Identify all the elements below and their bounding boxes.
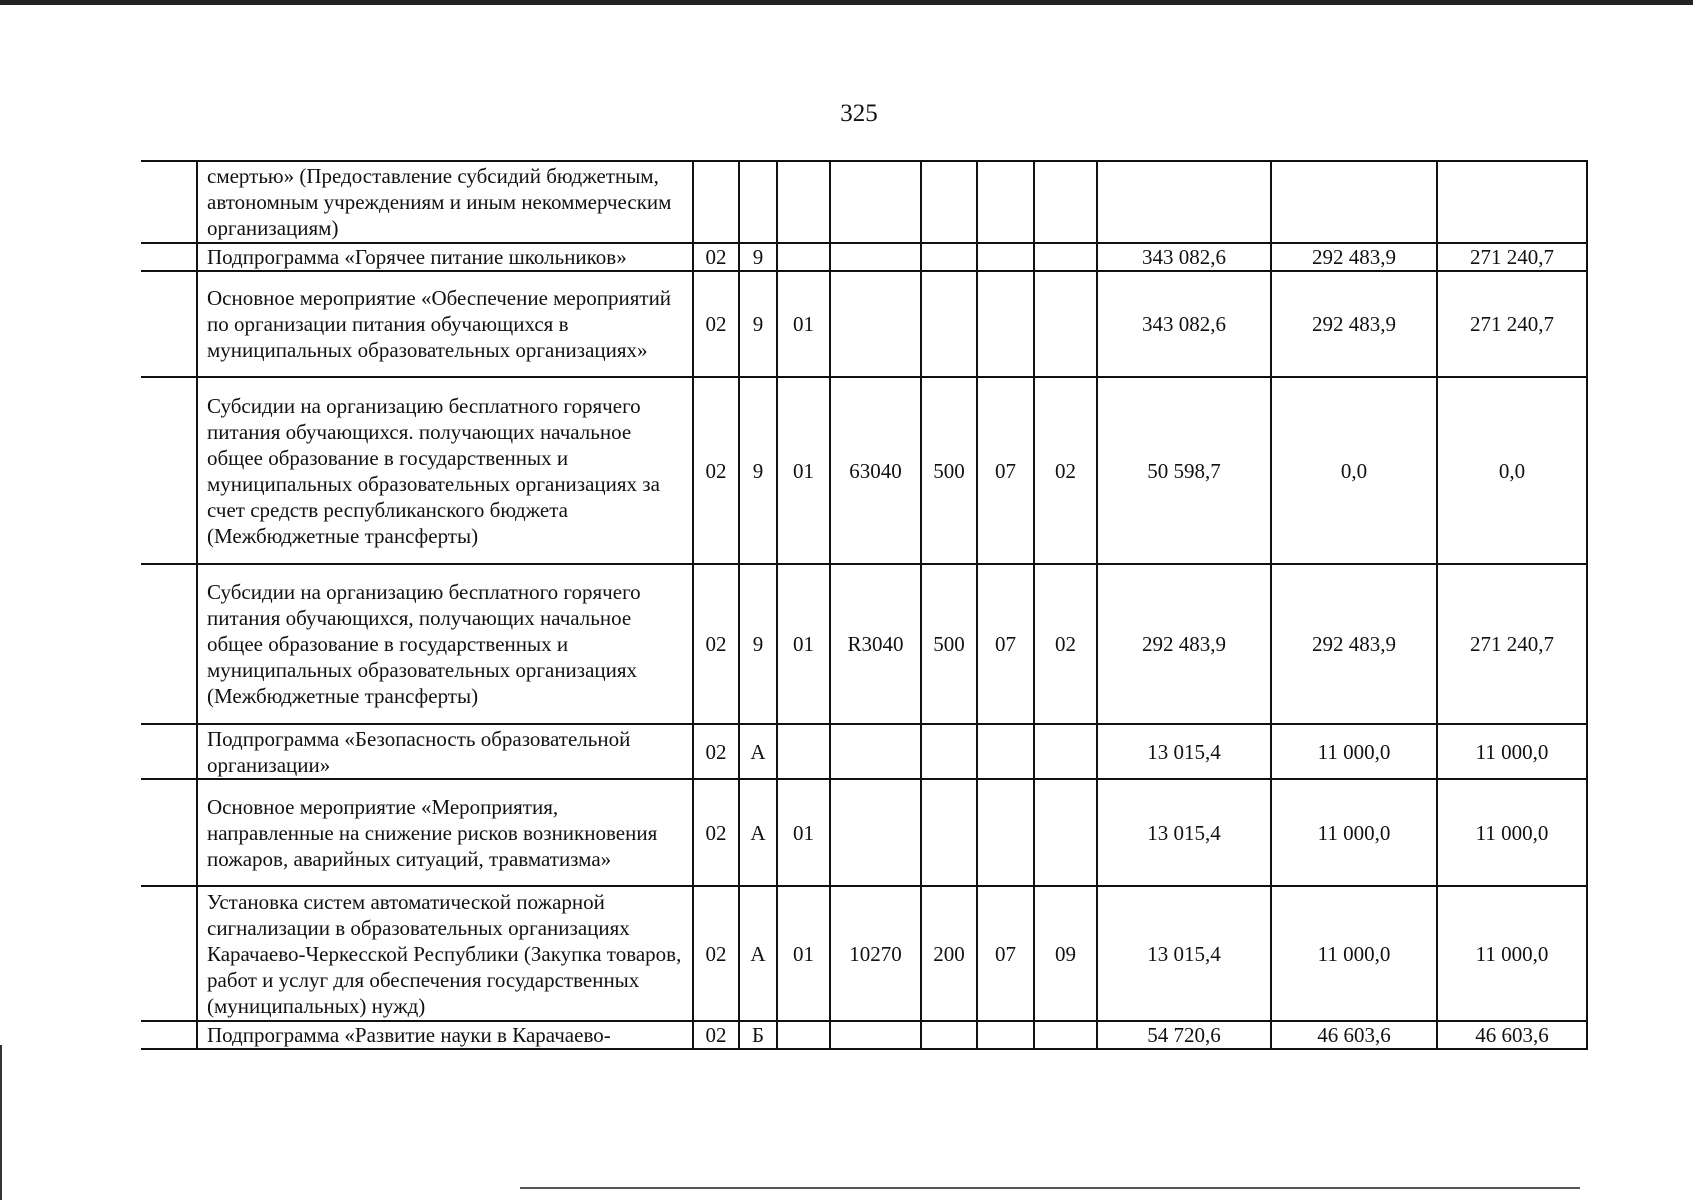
code-section [977, 161, 1034, 243]
code-direction [830, 1021, 921, 1049]
code-subprogram: 9 [739, 377, 777, 564]
code-program: 02 [693, 779, 739, 886]
code-event [777, 1021, 830, 1049]
code-subprogram: А [739, 886, 777, 1021]
row-number-cell [141, 243, 197, 271]
code-section [977, 243, 1034, 271]
code-program: 02 [693, 724, 739, 779]
page-number: 325 [840, 100, 878, 127]
budget-table [141, 160, 1588, 1050]
amount-year-1: 13 015,4 [1097, 886, 1271, 1021]
code-event: 01 [777, 886, 830, 1021]
row-number-cell [141, 724, 197, 779]
code-expense-type [921, 1021, 977, 1049]
program-name: Подпрограмма «Развитие науки в Карачаево- [197, 1021, 693, 1049]
program-name: Субсидии на организацию бесплатного горячего питания обучающихся. получающих начальное общее образование в государственных и муниципальных образовательных организациях за счет средств республиканского бюджета (Межбюджетные трансферты) [197, 377, 693, 564]
code-direction [830, 724, 921, 779]
code-direction [830, 779, 921, 886]
code-event [777, 724, 830, 779]
program-name: смертью» (Предоставление субсидий бюджетным, автономным учреждениям и иным некоммерческим организациям) [197, 161, 693, 243]
table-row [141, 377, 1587, 564]
code-subsection: 02 [1034, 377, 1097, 564]
program-name: Подпрограмма «Горячее питание школьников» [197, 243, 693, 271]
row-number-cell [141, 886, 197, 1021]
amount-year-2: 0,0 [1271, 377, 1437, 564]
code-event: 01 [777, 377, 830, 564]
code-event [777, 161, 830, 243]
code-section [977, 271, 1034, 377]
code-subprogram: Б [739, 1021, 777, 1049]
code-direction: R3040 [830, 564, 921, 724]
code-program: 02 [693, 1021, 739, 1049]
amount-year-2: 11 000,0 [1271, 779, 1437, 886]
code-expense-type [921, 724, 977, 779]
code-expense-type: 200 [921, 886, 977, 1021]
code-expense-type [921, 161, 977, 243]
amount-year-2 [1271, 161, 1437, 243]
code-program: 02 [693, 886, 739, 1021]
code-section: 07 [977, 564, 1034, 724]
code-subsection: 09 [1034, 886, 1097, 1021]
code-program: 02 [693, 564, 739, 724]
scan-left-mark [0, 1045, 2, 1200]
amount-year-1: 343 082,6 [1097, 243, 1271, 271]
code-subsection [1034, 243, 1097, 271]
table-row [141, 243, 1587, 271]
code-event: 01 [777, 779, 830, 886]
table-row [141, 161, 1587, 243]
scan-top-border [0, 0, 1693, 5]
amount-year-1: 13 015,4 [1097, 724, 1271, 779]
code-program [693, 161, 739, 243]
amount-year-3: 11 000,0 [1437, 886, 1587, 1021]
code-program: 02 [693, 271, 739, 377]
code-subprogram: А [739, 724, 777, 779]
scan-bottom-line [520, 1187, 1580, 1189]
amount-year-3: 271 240,7 [1437, 271, 1587, 377]
amount-year-2: 292 483,9 [1271, 243, 1437, 271]
code-expense-type [921, 779, 977, 886]
amount-year-3: 46 603,6 [1437, 1021, 1587, 1049]
amount-year-3: 0,0 [1437, 377, 1587, 564]
amount-year-1: 292 483,9 [1097, 564, 1271, 724]
code-subsection [1034, 1021, 1097, 1049]
code-expense-type: 500 [921, 564, 977, 724]
amount-year-1: 343 082,6 [1097, 271, 1271, 377]
amount-year-2: 292 483,9 [1271, 564, 1437, 724]
amount-year-3: 11 000,0 [1437, 724, 1587, 779]
amount-year-2: 46 603,6 [1271, 1021, 1437, 1049]
code-section [977, 724, 1034, 779]
row-number-cell [141, 377, 197, 564]
program-name: Субсидии на организацию бесплатного горячего питания обучающихся, получающих начальное общее образование в государственных и муниципальных образовательных организациях (Межбюджетные трансферты) [197, 564, 693, 724]
code-direction [830, 243, 921, 271]
row-number-cell [141, 161, 197, 243]
amount-year-2: 11 000,0 [1271, 724, 1437, 779]
table-row [141, 564, 1587, 724]
code-direction: 63040 [830, 377, 921, 564]
table-row [141, 271, 1587, 377]
code-subsection: 02 [1034, 564, 1097, 724]
code-subprogram: А [739, 779, 777, 886]
code-event [777, 243, 830, 271]
amount-year-1: 54 720,6 [1097, 1021, 1271, 1049]
code-subprogram [739, 161, 777, 243]
amount-year-2: 11 000,0 [1271, 886, 1437, 1021]
code-expense-type: 500 [921, 377, 977, 564]
amount-year-3 [1437, 161, 1587, 243]
code-program: 02 [693, 243, 739, 271]
code-section [977, 1021, 1034, 1049]
code-direction [830, 161, 921, 243]
code-direction: 10270 [830, 886, 921, 1021]
table-row [141, 779, 1587, 886]
code-subsection [1034, 161, 1097, 243]
table-row [141, 1021, 1587, 1049]
code-event: 01 [777, 271, 830, 377]
program-name: Основное мероприятие «Обеспечение мероприятий по организации питания обучающихся в муниципальных образовательных организациях» [197, 271, 693, 377]
amount-year-3: 11 000,0 [1437, 779, 1587, 886]
program-name: Установка систем автоматической пожарной сигнализации в образовательных организациях Карачаево-Черкесской Республики (Закупка товаров, работ и услуг для обеспечения государственных (муниципальных) нужд) [197, 886, 693, 1021]
code-subprogram: 9 [739, 243, 777, 271]
amount-year-1 [1097, 161, 1271, 243]
row-number-cell [141, 779, 197, 886]
code-event: 01 [777, 564, 830, 724]
table-row [141, 724, 1587, 779]
code-subsection [1034, 271, 1097, 377]
amount-year-3: 271 240,7 [1437, 243, 1587, 271]
code-section [977, 779, 1034, 886]
row-number-cell [141, 1021, 197, 1049]
program-name: Подпрограмма «Безопасность образовательной организации» [197, 724, 693, 779]
code-direction [830, 271, 921, 377]
code-subsection [1034, 779, 1097, 886]
table-row [141, 886, 1587, 1021]
code-subprogram: 9 [739, 564, 777, 724]
code-expense-type [921, 271, 977, 377]
program-name: Основное мероприятие «Мероприятия, направленные на снижение рисков возникновения пожаров, аварийных ситуаций, травматизма» [197, 779, 693, 886]
code-expense-type [921, 243, 977, 271]
row-number-cell [141, 271, 197, 377]
amount-year-1: 50 598,7 [1097, 377, 1271, 564]
amount-year-3: 271 240,7 [1437, 564, 1587, 724]
amount-year-1: 13 015,4 [1097, 779, 1271, 886]
code-subprogram: 9 [739, 271, 777, 377]
row-number-cell [141, 564, 197, 724]
code-program: 02 [693, 377, 739, 564]
code-section: 07 [977, 377, 1034, 564]
code-subsection [1034, 724, 1097, 779]
amount-year-2: 292 483,9 [1271, 271, 1437, 377]
code-section: 07 [977, 886, 1034, 1021]
